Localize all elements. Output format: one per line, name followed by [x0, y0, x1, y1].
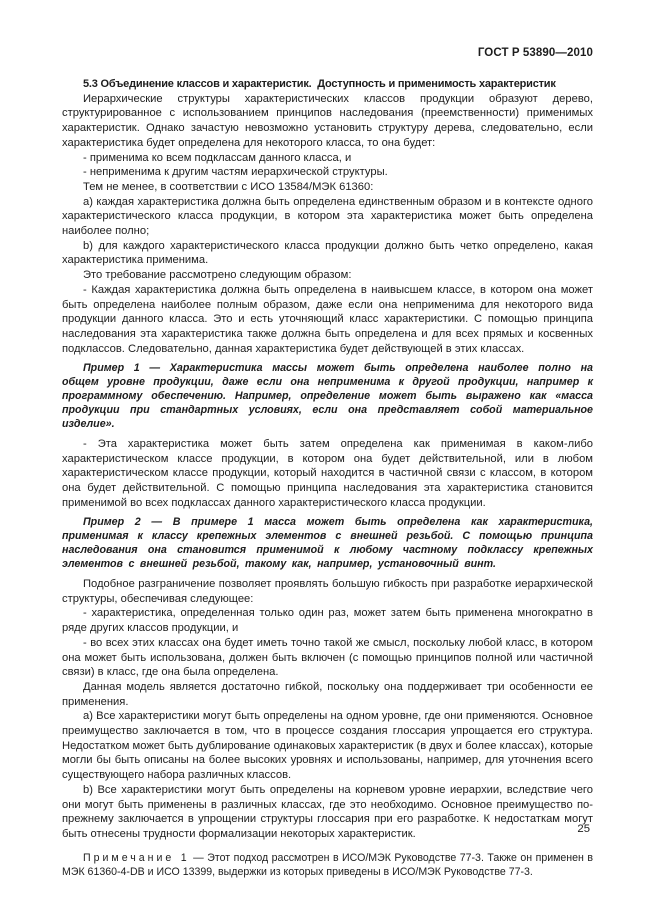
note-text: — Этот подход рассмотрен в ИСО/МЭК Руководстве 77-3. Также он применен в МЭК 61360-4-DB и ИСО 13399, выдержки из которых приведены в ИСО/МЭК Руководстве 77-3.: [62, 851, 593, 878]
example-paragraph: Пример 2 — В примере 1 масса может быть определена как характеристика, применимая к классу крепежных элементов с внешней резьбой. С помощью принципа наследования она становится применимой к любому частному подклассу крепежных элементов с внешней резьбой, такому как, например, установочный винт.: [62, 516, 593, 571]
paragraph: Подобное разграничение позволяет проявлять большую гибкость при разработке иерархической структуры, обеспечивая следующее:: [62, 578, 593, 605]
page-number: 25: [577, 823, 590, 835]
list-item: - Эта характеристика может быть затем определена как применимая в каком-либо характеристическом классе продукции, в котором она будет действительной, или в любом характеристическом классе продукции, который находится в частичной связи с классом, в котором она будет действительной. С помощью принципа наследования эта характеристика становится применимой во всех подклассах данного характеристического класса продукции.: [62, 437, 593, 509]
note-label: Примечание 1: [83, 851, 190, 864]
note: [62, 851, 593, 880]
list-item: - во всех этих классах она будет иметь точно такой же смысл, поскольку любой класс, в котором она может быть использована, должен быть включен (с помощью принципов полной или частичной связи) в класс, где она была определена.: [62, 636, 593, 679]
paragraph: Иерархические структуры характеристических классов продукции образуют дерево, структурированное с использованием принципов наследования (преемственности) применимых характеристик. Однако зачастую невозможно установить структуру дерева, следовательно, если характеристика будет определена для некоторого класса, то она будет:: [62, 92, 593, 149]
list-item: - характеристика, определенная только один раз, может затем быть применена многократно в ряде других классов продукции, и: [62, 607, 593, 635]
list-item: - применима ко всем подклассам данного класса, и: [83, 151, 352, 164]
list-item: - неприменима к другим частям иерархической структуры.: [83, 166, 388, 179]
paragraph: Данная модель является достаточно гибкой, поскольку она поддерживает три особенности ее применения.: [62, 680, 593, 708]
paragraph: Тем не менее, в соответствии с ИСО 13584/МЭК 61360:: [83, 180, 374, 193]
list-item: - Каждая характеристика должна быть определена в наивысшем классе, в котором она может быть определена наиболее полным образом, даже если она неприменима для некоторого вида продукции данного класса. Это и есть уточняющий класс характеристики. С помощью принципа наследования эта характеристика также должна быть определена и для всех прямых и косвенных подклассов. Следовательно, данная характеристика будет действующей в этих классах.: [62, 283, 593, 355]
section-heading: 5.3 Объединение классов и характеристик. Доступность и применимость характеристик: [83, 78, 556, 90]
list-item-lettered: b) Все характеристики могут быть определены на корневом уровне иерархии, вследствие чего они могут быть применены в различных классах, где это необходимо. Основное преимущество по-прежнему заключается в упрощении структуры глоссария при его разработке. К недостаткам могут быть отнесены трудности формализации некоторых характеристик.: [62, 783, 593, 840]
list-item-lettered: a) каждая характеристика должна быть определена единственным образом и в контексте одного характеристического класса продукции, в котором эта характеристика может быть определена наиболее полно;: [62, 195, 593, 238]
list-item-lettered: b) для каждого характеристического класса продукции должно быть четко определено, какая характеристика применима.: [62, 239, 593, 267]
example-paragraph: Пример 1 — Характеристика массы может быть определена наиболее полно на общем уровне продукции, даже если она неприменима к другой продукции, например к программному обеспечению. Например, определение может быть выражено как «масса продукции при стандартных условиях, если она представляет собой материальное изделие».: [62, 362, 593, 430]
document-body: [62, 77, 593, 879]
paragraph: Это требование рассмотрено следующим образом:: [83, 269, 352, 282]
list-item-lettered: a) Все характеристики могут быть определены на одном уровне, где они применяются. Основное преимущество заключается в том, что в процессе создания глоссария упрощается его структура. Недостатком может быть дублирование одинаковых характеристик (в двух и более классах), которые могли бы быть описаны на более высоких уровнях и использованы, например, для уточнения всего существующего набора различных классов.: [62, 710, 594, 782]
running-header: ГОСТ Р 53890—2010: [477, 47, 593, 59]
